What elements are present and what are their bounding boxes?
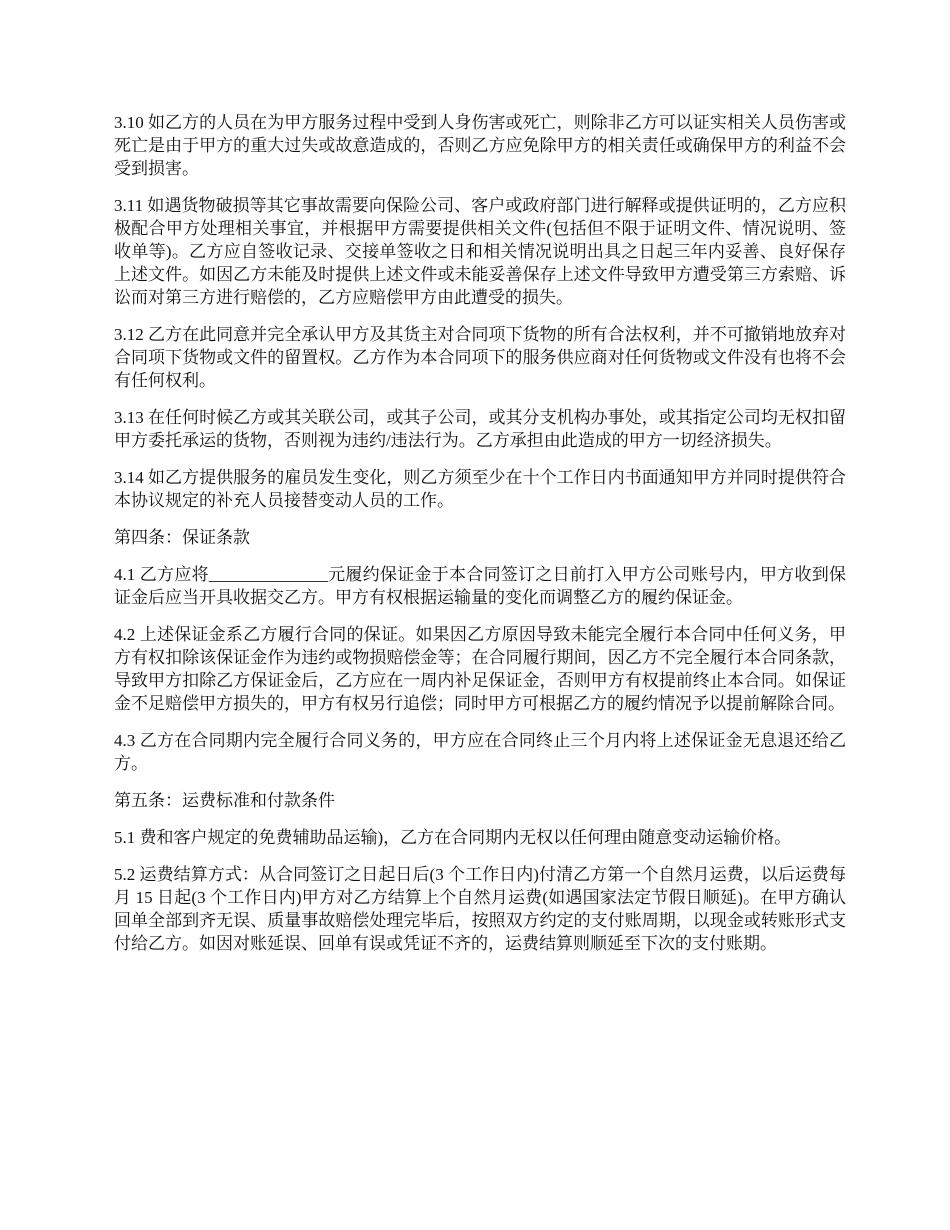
clause-4-2: 4.2 上述保证金系乙方履行合同的保证。如果因乙方原因导致未能完全履行本合同中任何义务，甲方有权扣除该保证金作为违约或物损赔偿金等；在合同履行期间，因乙方不完全履行本合同条款，导致甲方扣除乙方保证金后，乙方应在一周内补足保证金，否则甲方有权提前终止本合同。如保证金不足赔偿甲方损失的，甲方有权另行追偿；同时甲方可根据乙方的履约情况予以提前解除合同。 [114,625,846,713]
document-page [114,111,846,969]
clause-3-12: 3.12 乙方在此同意并完全承认甲方及其货主对合同项下货物的所有合法权利，并不可撤销地放弃对合同项下货物或文件的留置权。乙方作为本合同项下的服务供应商对任何货物或文件没有也将不会有任何权利。 [114,325,846,390]
clause-3-11: 3.11 如遇货物破损等其它事故需要向保险公司、客户或政府部门进行解释或提供证明的，乙方应积极配合甲方处理相关事宜，并根据甲方需要提供相关文件(包括但不限于证明文件、情况说明、签收单等)。乙方应自签收记录、交接单签收之日和相关情况说明出具之日起三年内妥善、良好保存上述文件。如因乙方未能及时提供上述文件或未能妥善保存上述文件导致甲方遭受第三方索赔、诉讼而对第三方进行赔偿的，乙方应赔偿甲方由此遭受的损失。 [114,196,846,307]
clause-3-14: 3.14 如乙方提供服务的雇员发生变化，则乙方须至少在十个工作日内书面通知甲方并同时提供符合本协议规定的补充人员接替变动人员的工作。 [114,468,846,510]
clause-5-2: 5.2 运费结算方式：从合同签订之日起日后(3 个工作日内)付清乙方第一个自然月运费，以后运费每月 15 日起(3 个工作日内)甲方对乙方结算上个自然月运费(如遇国家法定节假日顺延)。在甲方确认回单全部到齐无误、质量事故赔偿处理完毕后，按照双方约定的支付账周期，以现金或转账形式支付给乙方。如因对账延误、回单有误或凭证不齐的，运费结算则顺延至下次的支付账期。 [114,865,846,953]
clause-3-13: 3.13 在任何时候乙方或其关联公司，或其子公司，或其分支机构办事处，或其指定公司均无权扣留甲方委托承运的货物，否则视为违约/违法行为。乙方承担由此造成的甲方一切经济损失。 [114,408,846,450]
clause-4-1: 4.1 乙方应将______________元履约保证金于本合同签订之日前打入甲方公司账号内，甲方收到保证金后应当开具收据交乙方。甲方有权根据运输量的变化而调整乙方的履约保证金。 [114,565,846,607]
clause-3-10: 3.10 如乙方的人员在为甲方服务过程中受到人身伤害或死亡，则除非乙方可以证实相关人员伤害或死亡是由于甲方的重大过失或故意造成的，否则乙方应免除甲方的相关责任或确保甲方的利益不会受到损害。 [114,113,846,178]
article-5-heading: 第五条：运费标准和付款条件 [114,791,335,810]
article-4-heading: 第四条：保证条款 [114,528,250,547]
clause-4-3: 4.3 乙方在合同期内完全履行合同义务的，甲方应在合同终止三个月内将上述保证金无息退还给乙方。 [114,731,846,773]
clause-5-1: 5.1 费和客户规定的免费辅助品运输)，乙方在合同期内无权以任何理由随意变动运输价格。 [114,828,792,847]
